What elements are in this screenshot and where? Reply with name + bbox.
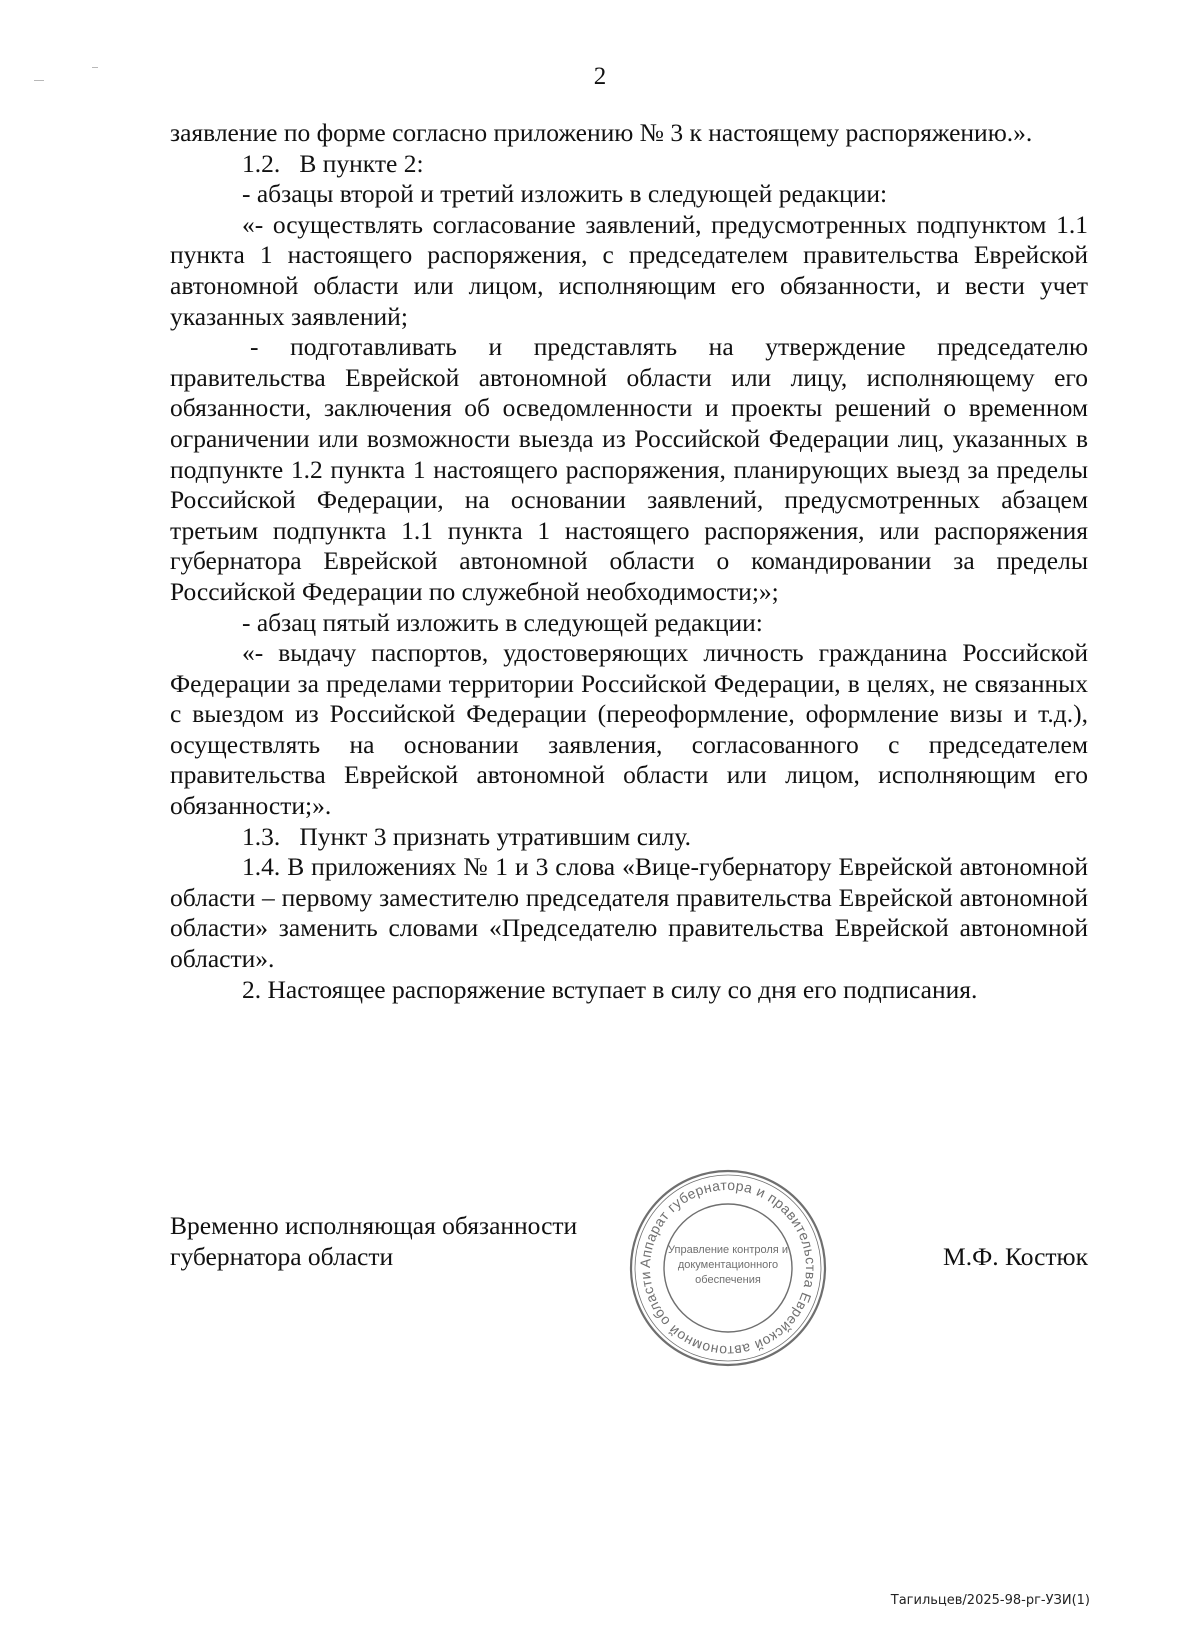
paragraph: заявление по форме согласно приложению № 3 к настоящему распоряжению.». <box>170 118 1033 147</box>
document-code: Тагильцев/2025-98-рг-УЗИ(1) <box>890 1593 1090 1608</box>
paragraph: 1.3. Пункт 3 признать утратившим силу. <box>242 821 691 851</box>
signatory-position-line: губернатора области <box>170 1242 394 1271</box>
stamp-ring-textpath: Аппарат губернатора и правительства Еврейской автономной области <box>636 1176 820 1360</box>
paragraph: 1.4. В приложениях № 1 и 3 слова «Вице-губернатору Еврейской автономной области – первому заместителю председателя правительства Еврейской автономной области» заменить словами «Председателю правительства Еврейской автономной области». <box>170 852 1088 974</box>
signatory-position <box>170 1210 577 1272</box>
official-stamp <box>628 1168 828 1368</box>
signatory-position-line: Временно исполняющая обязанности <box>170 1211 578 1240</box>
stamp-center-line: обеспечения <box>695 1274 761 1286</box>
stamp-center-line: Управление контроля и <box>668 1244 788 1256</box>
document-body <box>170 118 1088 1005</box>
paragraph: - абзацы второй и третий изложить в следующей редакции: <box>242 179 888 209</box>
paragraph: 1.2. В пункте 2: <box>242 148 424 178</box>
paragraph: - абзац пятый изложить в следующей редакции: <box>242 607 763 637</box>
paragraph: - подготавливать и представлять на утверждение председателю правительства Еврейской автономной области или лицу, исполняющему его обязанности, заключения об осведомленности и проекты решений о временном ограничении или возможности выезда из Российской Федерации лиц, указанных в подпункте 1.2 пункта 1 настоящего распоряжения, планирующих выезд за пределы Российской Федерации, на основании заявлений, предусмотренных абзацем третьим подпункта 1.1 пункта 1 настоящего распоряжения, или распоряжения губернатора Еврейской автономной области о командировании за пределы Российской Федерации по служебной необходимости;»; <box>170 332 1088 606</box>
page-number: 2 <box>593 63 607 90</box>
stamp-center-line: документационного <box>677 1259 779 1271</box>
paragraph: 2. Настоящее распоряжение вступает в силу со дня его подписания. <box>242 974 978 1004</box>
paragraph: «- осуществлять согласование заявлений, предусмотренных подпунктом 1.1 пункта 1 настоящего распоряжения, с председателем правительства Еврейской автономной области или лицом, исполняющим его обязанности, и вести учет указанных заявлений; <box>170 209 1088 331</box>
paragraph: «- выдачу паспортов, удостоверяющих личность гражданина Российской Федерации за пределами территории Российской Федерации, в целях, не связанных с выездом из Российской Федерации (переоформление, оформление визы и т.д.), осуществлять на основании заявления, согласованного с председателем правительства Еврейской автономной области или лицом, исполняющим его обязанности;». <box>170 638 1088 821</box>
signatory-name: М.Ф. Костюк <box>943 1242 1088 1271</box>
